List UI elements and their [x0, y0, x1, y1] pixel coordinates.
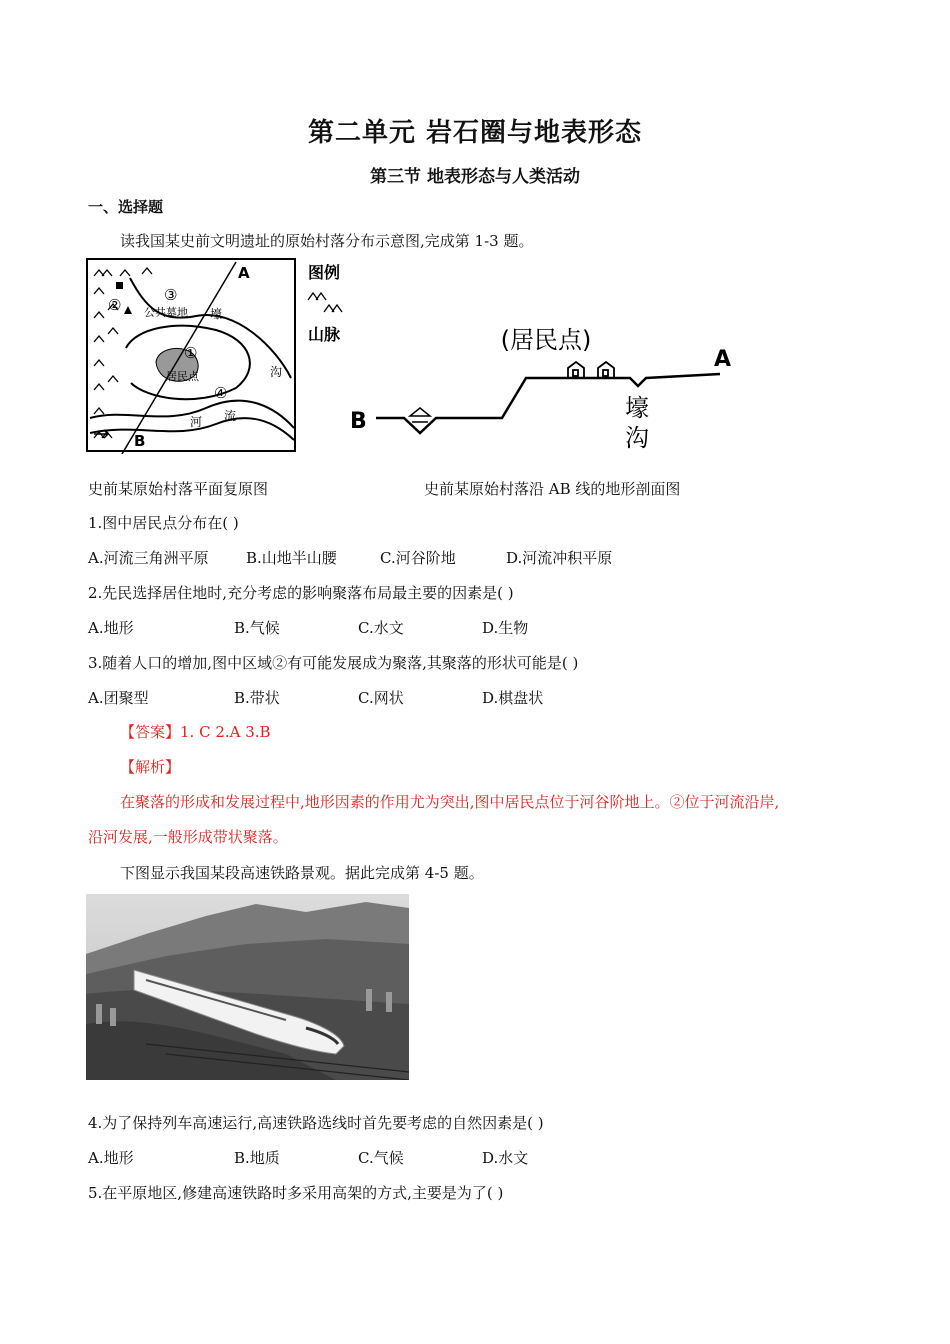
profile-label-ditch: 壕: [625, 394, 649, 422]
question-2-option-b: B.气候: [234, 619, 280, 637]
question-4-option-d: D.水文: [482, 1149, 529, 1167]
question-1-option-d: D.河流冲积平原: [506, 549, 613, 567]
caption-profile: 史前某原始村落沿 AB 线的地形剖面图: [424, 480, 681, 498]
question-3-option-d: D.棋盘状: [482, 689, 544, 707]
water-level-icon: [410, 408, 430, 416]
profile-label-b: B: [350, 409, 367, 434]
map-label-2: ②: [108, 296, 122, 314]
answer-key: 【答案】1. C 2.A 3.B: [120, 723, 271, 741]
question-2-option-d: D.生物: [482, 619, 529, 637]
high-speed-rail-photo: [86, 894, 409, 1080]
part-heading: 一、选择题: [88, 198, 164, 216]
map-label-gully: 沟: [270, 365, 283, 379]
analysis-line-2: 沿河发展,一般形成带状聚落。: [88, 828, 288, 846]
question-1-option-a: A.河流三角洲平原: [88, 549, 209, 567]
profile-label-gully: 沟: [625, 424, 649, 452]
question-4-option-c: C.气候: [358, 1149, 404, 1167]
question-5-stem: 5.在平原地区,修建高速铁路时多采用高架的方式,主要是为了( ): [88, 1184, 504, 1202]
analysis-line-1: 在聚落的形成和发展过程中,地形因素的作用尤为突出,图中居民点位于河谷阶地上。②位于河流沿岸,: [120, 793, 780, 811]
map-label-residence: 居民点: [166, 370, 199, 383]
map-label-b: B: [134, 432, 146, 450]
question-4-option-b: B.地质: [234, 1149, 280, 1167]
map-label-ditch: 壕: [210, 307, 223, 321]
question-3-option-c: C.网状: [358, 689, 404, 707]
question-2-option-c: C.水文: [358, 619, 404, 637]
legend-mountain-icon: [308, 293, 342, 312]
intro-text: 读我国某史前文明遗址的原始村落分布示意图,完成第 1-3 题。: [120, 232, 534, 250]
map-label-4: ④: [214, 384, 228, 402]
question-2-stem: 2.先民选择居住地时,充分考虑的影响聚落布局最主要的因素是( ): [88, 584, 514, 602]
map-label-flow: 流: [224, 409, 237, 423]
profile-label-residence: (居民点): [500, 326, 592, 354]
question-3-option-b: B.带状: [234, 689, 280, 707]
question-4-stem: 4.为了保持列车高速运行,高速铁路选线时首先要考虑的自然因素是( ): [88, 1114, 544, 1132]
question-1-option-b: B.山地半山腰: [246, 549, 337, 567]
unit-title: 第二单元 岩石圈与地表形态: [307, 118, 643, 148]
caption-plan: 史前某原始村落平面复原图: [88, 480, 269, 498]
map-label-1: ①: [184, 344, 198, 362]
intro-text-2: 下图显示我国某段高速铁路景观。据此完成第 4-5 题。: [120, 864, 484, 882]
question-4-option-a: A.地形: [88, 1149, 134, 1167]
legend-title: 图例: [308, 263, 341, 282]
map-label-river: 河: [190, 415, 203, 429]
house-icon: [568, 362, 614, 378]
question-3-stem: 3.随着人口的增加,图中区域②有可能发展成为聚落,其聚落的形状可能是( ): [88, 654, 579, 672]
legend-mountain-label: 山脉: [308, 325, 341, 344]
analysis-label: 【解析】: [120, 758, 181, 776]
question-1-option-c: C.河谷阶地: [380, 549, 456, 567]
map-label-a: A: [238, 264, 250, 282]
question-1-stem: 1.图中居民点分布在( ): [88, 514, 239, 532]
question-3-option-a: A.团聚型: [88, 689, 149, 707]
map-label-3: ③: [164, 286, 178, 304]
question-2-option-a: A.地形: [88, 619, 134, 637]
terrain-profile: [350, 318, 750, 458]
section-title: 第三节 地表形态与人类活动: [370, 167, 580, 187]
village-plan-map: [86, 258, 298, 454]
profile-label-a: A: [714, 347, 732, 372]
map-label-cemetery: 公共墓地: [144, 306, 188, 319]
